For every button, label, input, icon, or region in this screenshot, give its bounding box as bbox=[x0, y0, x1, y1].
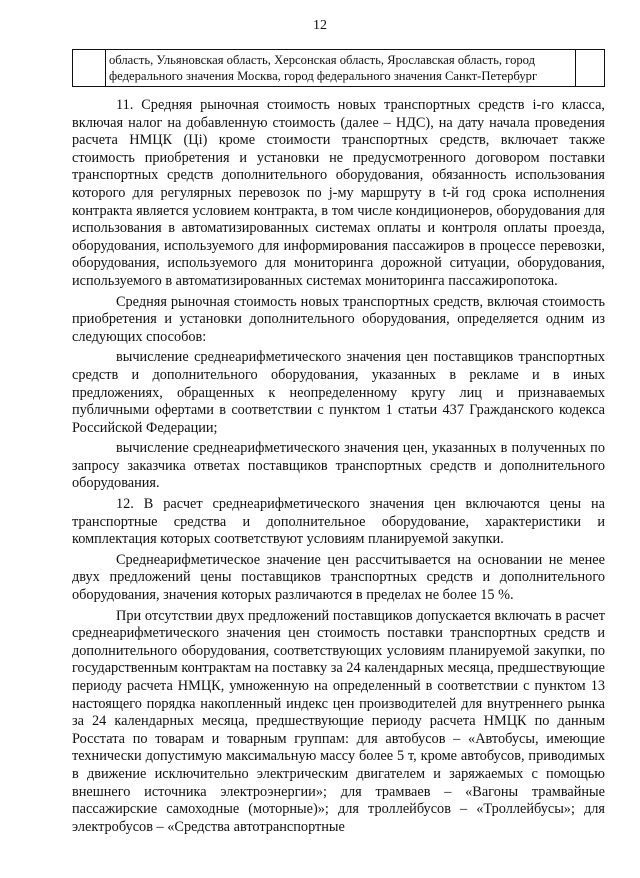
table-cell-line: область, Ульяновская область, Херсонская область, Ярославская область, город bbox=[109, 53, 536, 67]
table-right-column bbox=[575, 50, 604, 86]
table-cell-text bbox=[109, 52, 572, 84]
table-cell-line: федерального значения Москва, город федерального значения Санкт-Петербург bbox=[109, 69, 538, 83]
paragraph: Среднеарифметическое значение цен рассчитывается на основании не менее двух предложений цены поставщиков транспортных средств и дополнительного оборудования, значения которых различаются в пределах не более 15 %. bbox=[72, 551, 605, 604]
paragraph: вычисление среднеарифметического значения цен поставщиков транспортных средств и дополнительного оборудования, указанных в рекламе и в иных предложениях, обращенных к неопределенному кругу лиц и признаваемых публичными офертами в соответствии с пунктом 1 статьи 437 Гражданского кодекса Российской Федерации; bbox=[72, 349, 605, 436]
table-fragment bbox=[72, 49, 605, 87]
document-body bbox=[72, 97, 605, 839]
paragraph: Средняя рыночная стоимость новых транспортных средств, включая стоимость приобретения и установки дополнительного оборудования, определяется одним из следующих способов: bbox=[72, 293, 605, 345]
paragraph: вычисление среднеарифметического значения цен, указанных в полученных по запросу заказчика ответах поставщиков транспортных средств и дополнительного оборудования. bbox=[72, 440, 605, 492]
page-number: 12 bbox=[313, 18, 327, 33]
table-left-column bbox=[73, 50, 106, 86]
paragraph-12: 12. В расчет среднеарифметического значения цен включаются цены на транспортные средства и дополнительное оборудование, характеристики и комплектация которых соответствуют условиям планируемой закупки. bbox=[72, 496, 605, 548]
paragraph-11: 11. Средняя рыночная стоимость новых транспортных средств i-го класса, включая налог на добавленную стоимость (далее – НДС), на дату начала проведения расчета НМЦК (Цi) кроме стоимости транспортных средств, включает также стоимость приобретения и установки не предусмотренного договором поставки транспортных средств дополнительного оборудования, обязанность использования которого для регулярных перевозок по j-му маршруту в t-й год срока исполнения контракта является условием контракта, в том числе кондиционеров, оборудования для использования в автоматизированных системах оплаты и контроля оплаты проезда, оборудования, используемого для информирования пассажиров в процессе перевозки, оборудования, используемого для мониторинга дорожной ситуации, оборудования, используемого в автоматизированных системах мониторинга пассажиропотока. bbox=[72, 97, 605, 289]
paragraph: При отсутствии двух предложений поставщиков допускается включать в расчет среднеарифметического значения цен стоимость поставки транспортных средств и дополнительного оборудования, соответствующих условиям планируемой закупки, по государственным контрактам на поставку за 24 календарных месяца, предшествующие периоду расчета НМЦК, умноженную на определенный в соответствии с пунктом 13 настоящего порядка накопленный индекс цен производителей для внутреннего рынка за 24 календарных месяца, предшествующие периоду расчета НМЦК по данным Росстата по товарам и товарным группам: для автобусов – «Автобусы, имеющие технически допустимую максимальную массу более 5 т, кроме автобусов, приводимых в движение исключительно электрическим двигателем и заряжаемых с помощью внешнего источника электроэнергии»; для трамваев – «Вагоны трамвайные пассажирские самоходные (моторные)»; для троллейбусов – «Троллейбусы»; для электробусов – «Средства автотранспортные bbox=[72, 607, 605, 835]
